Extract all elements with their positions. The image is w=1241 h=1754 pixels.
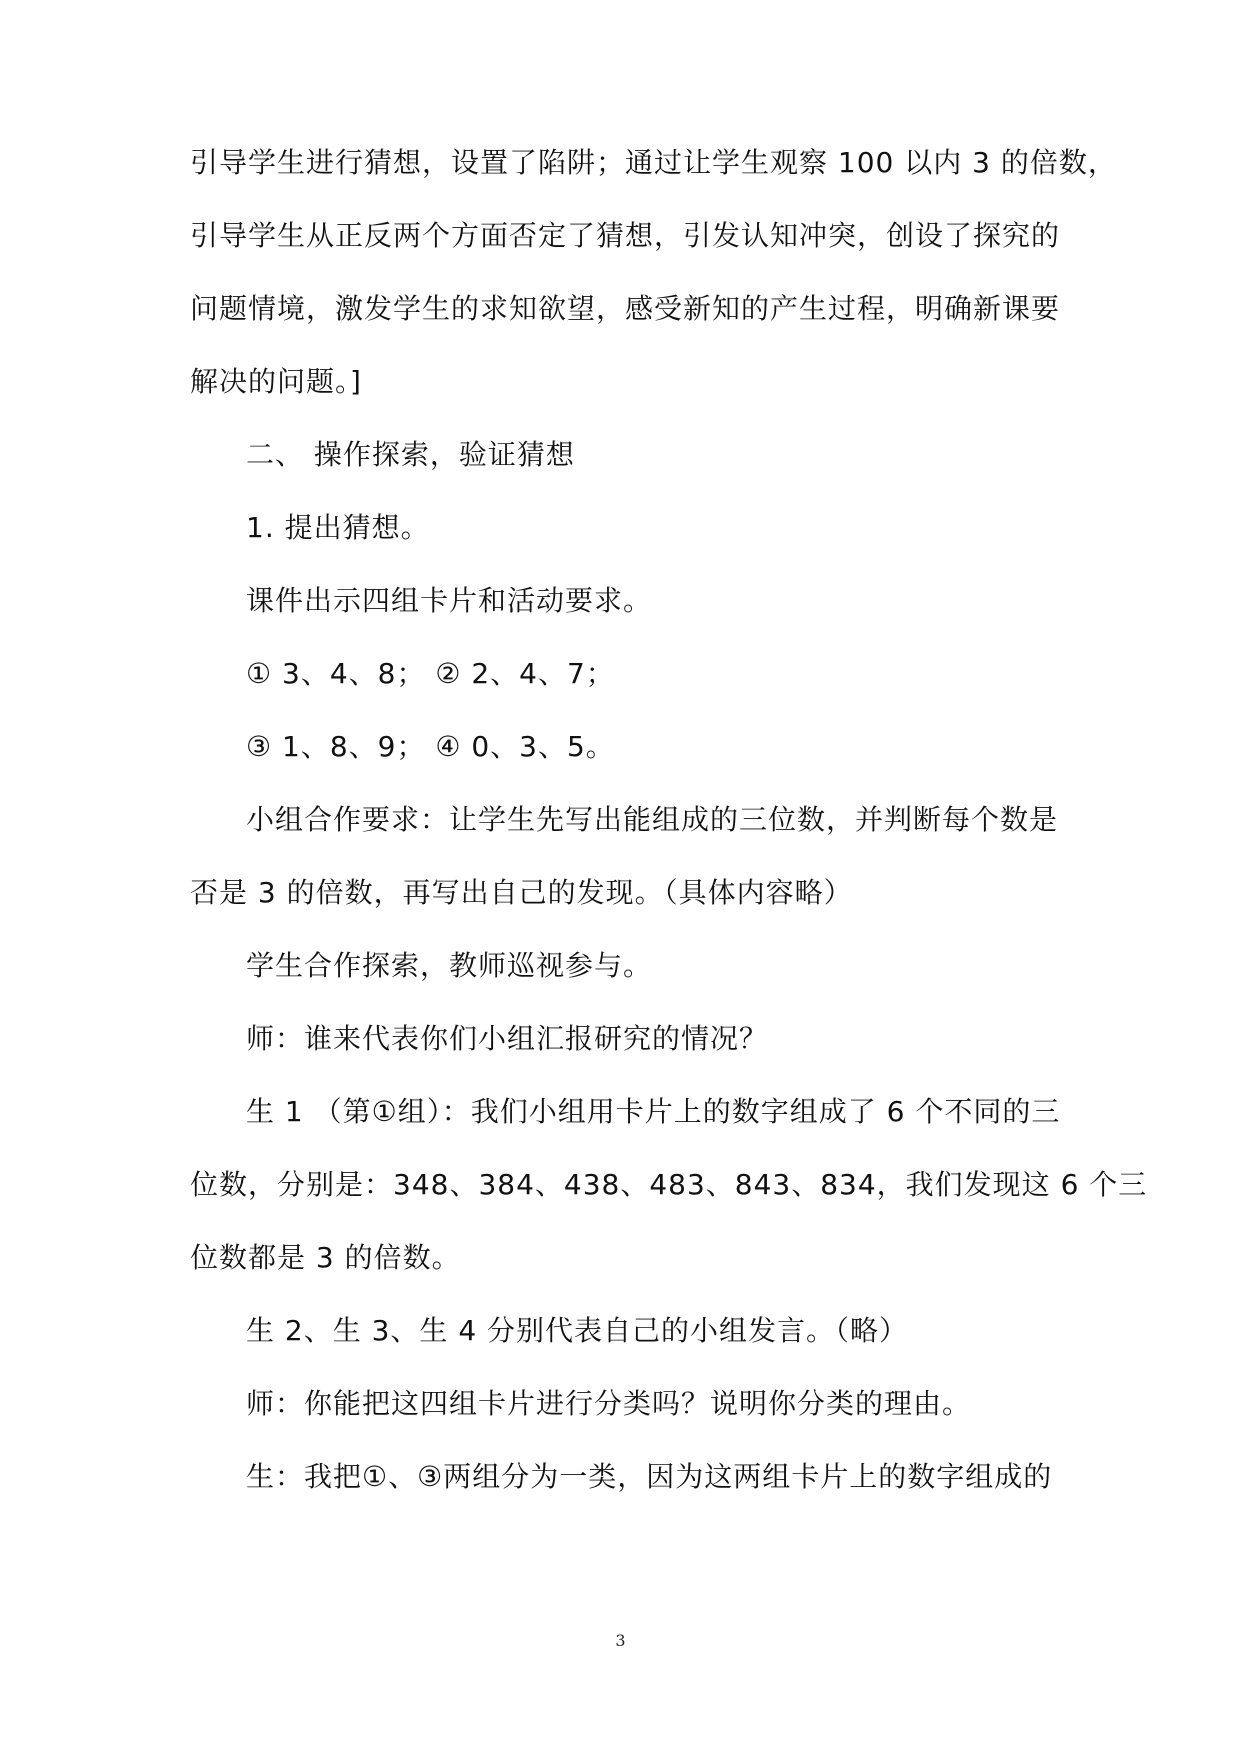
text-line: 位数，分别是：348、384、438、483、843、834，我们发现这 6 个三 <box>190 1168 1148 1201</box>
section-heading: 二、 操作探索，验证猜想 <box>246 438 575 471</box>
card-groups-line: ③ 1、8、9； ④ 0、3、5。 <box>246 730 615 763</box>
dialogue-line: 生：我把①、③两组分为一类，因为这两组卡片上的数字组成的 <box>246 1460 1053 1493</box>
card-groups-line: ① 3、4、8； ② 2、4、7； <box>246 657 615 690</box>
dialogue-line: 生 1 （第①组）：我们小组用卡片上的数字组成了 6 个不同的三 <box>246 1095 1061 1128</box>
dialogue-line: 师：你能把这四组卡片进行分类吗？说明你分类的理由。 <box>246 1387 972 1420</box>
text-line: 问题情境，激发学生的求知欲望，感受新知的产生过程，明确新课要 <box>190 292 1061 325</box>
text-line: 引导学生从正反两个方面否定了猜想，引发认知冲突，创设了探究的 <box>190 219 1061 252</box>
page-number: 3 <box>615 1631 626 1650</box>
dialogue-line: 师：谁来代表你们小组汇报研究的情况？ <box>246 1022 769 1055</box>
text-line: 引导学生进行猜想，设置了陷阱；通过让学生观察 100 以内 3 的倍数， <box>190 146 1117 179</box>
text-line: 学生合作探索，教师巡视参与。 <box>246 949 653 982</box>
text-line: 解决的问题。] <box>190 365 362 398</box>
dialogue-line: 生 2、生 3、生 4 分别代表自己的小组发言。（略） <box>246 1314 909 1347</box>
text-line: 小组合作要求：让学生先写出能组成的三位数，并判断每个数是 <box>246 803 1059 836</box>
text-line: 否是 3 的倍数，再写出自己的发现。（具体内容略） <box>190 876 853 909</box>
text-line: 位数都是 3 的倍数。 <box>190 1241 461 1274</box>
subsection-heading: 1. 提出猜想。 <box>246 511 430 544</box>
text-line: 课件出示四组卡片和活动要求。 <box>246 584 653 617</box>
